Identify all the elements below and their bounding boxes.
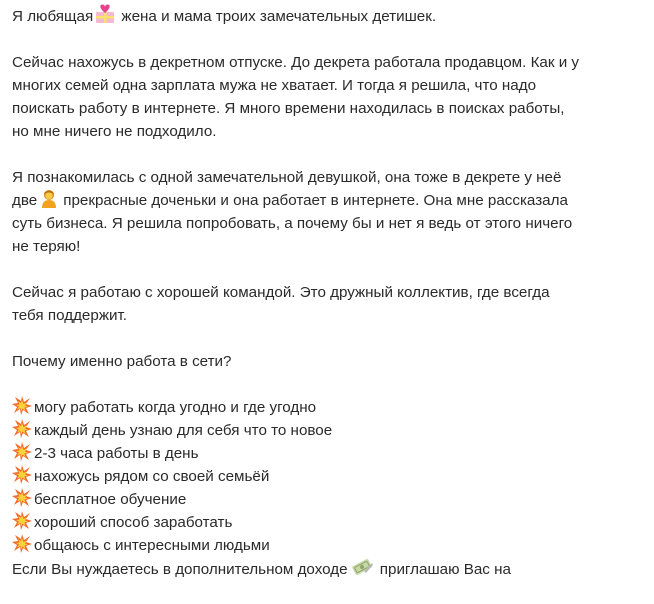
invite-text-after: приглашаю Вас на xyxy=(375,561,511,578)
paragraph-question xyxy=(12,350,642,373)
list-item xyxy=(12,419,642,442)
paragraph-acquaintance xyxy=(12,166,642,258)
collision-icon xyxy=(12,419,32,438)
list-item xyxy=(12,396,642,419)
paragraph-line: суть бизнеса. Я решила попробовать, а почему бы и нет я ведь от этого ничего xyxy=(12,215,573,232)
woman-icon xyxy=(39,189,59,208)
collision-icon xyxy=(12,534,32,553)
paragraph-line-before: две xyxy=(12,192,38,209)
paragraph-line: тебя поддержит. xyxy=(12,307,127,324)
list-item-label: общаюсь с интересными людьми xyxy=(34,537,270,554)
collision-icon xyxy=(12,488,32,507)
list-item-label: нахожусь рядом со своей семьёй xyxy=(34,468,270,485)
paragraph-line: не теряю! xyxy=(12,238,81,255)
paragraph-line: Сейчас я работаю с хорошей командой. Это дружный коллектив, где всегда xyxy=(12,284,550,301)
list-item-label: бесплатное обучение xyxy=(34,491,187,508)
list-item xyxy=(12,488,642,511)
question-text: Почему именно работа в сети? xyxy=(12,353,232,370)
paragraph-line: Я познакомилась с одной замечательной девушкой, она тоже в декрете у неё xyxy=(12,169,562,186)
collision-icon xyxy=(12,396,32,415)
list-item-label: хороший способ заработать xyxy=(34,514,233,531)
heart-gift-icon xyxy=(94,4,116,24)
money-icon xyxy=(350,557,374,577)
list-item-label: каждый день узнаю для себя что то новое xyxy=(34,422,333,439)
paragraph-line: поискать работу в интернете. Я много времени находилась в поисках работы, xyxy=(12,100,565,117)
paragraph-line-after: прекрасные доченьки и она работает в интернете. Она мне рассказала xyxy=(63,192,568,209)
paragraph-line: но мне ничего не подходило. xyxy=(12,123,217,140)
paragraph-invite xyxy=(12,557,642,581)
paragraph-line: Сейчас нахожусь в декретном отпуске. До декрета работала продавцом. Как и у xyxy=(12,54,580,71)
intro-text-before: Я любящая xyxy=(12,8,94,25)
paragraph-line: многих семей одна зарплата мужа не хватает. И тогда я решила, что надо xyxy=(12,77,537,94)
post-text xyxy=(12,4,642,604)
list-item xyxy=(12,511,642,534)
intro-text-after: жена и мама троих замечательных детишек. xyxy=(117,8,437,25)
invite-text-before: Если Вы нуждаетесь в дополнительном доходе xyxy=(12,561,348,578)
collision-icon xyxy=(12,442,32,461)
paragraph-maternity xyxy=(12,51,642,143)
benefits-list xyxy=(12,396,642,557)
list-item xyxy=(12,442,642,465)
paragraph-team xyxy=(12,281,642,327)
collision-icon xyxy=(12,465,32,484)
paragraph-intro xyxy=(12,4,642,28)
list-item-label: 2-3 часа работы в день xyxy=(34,445,199,462)
list-item xyxy=(12,534,642,557)
collision-icon xyxy=(12,511,32,530)
list-item-label: могу работать когда угодно и где угодно xyxy=(34,399,317,416)
list-item xyxy=(12,465,642,488)
